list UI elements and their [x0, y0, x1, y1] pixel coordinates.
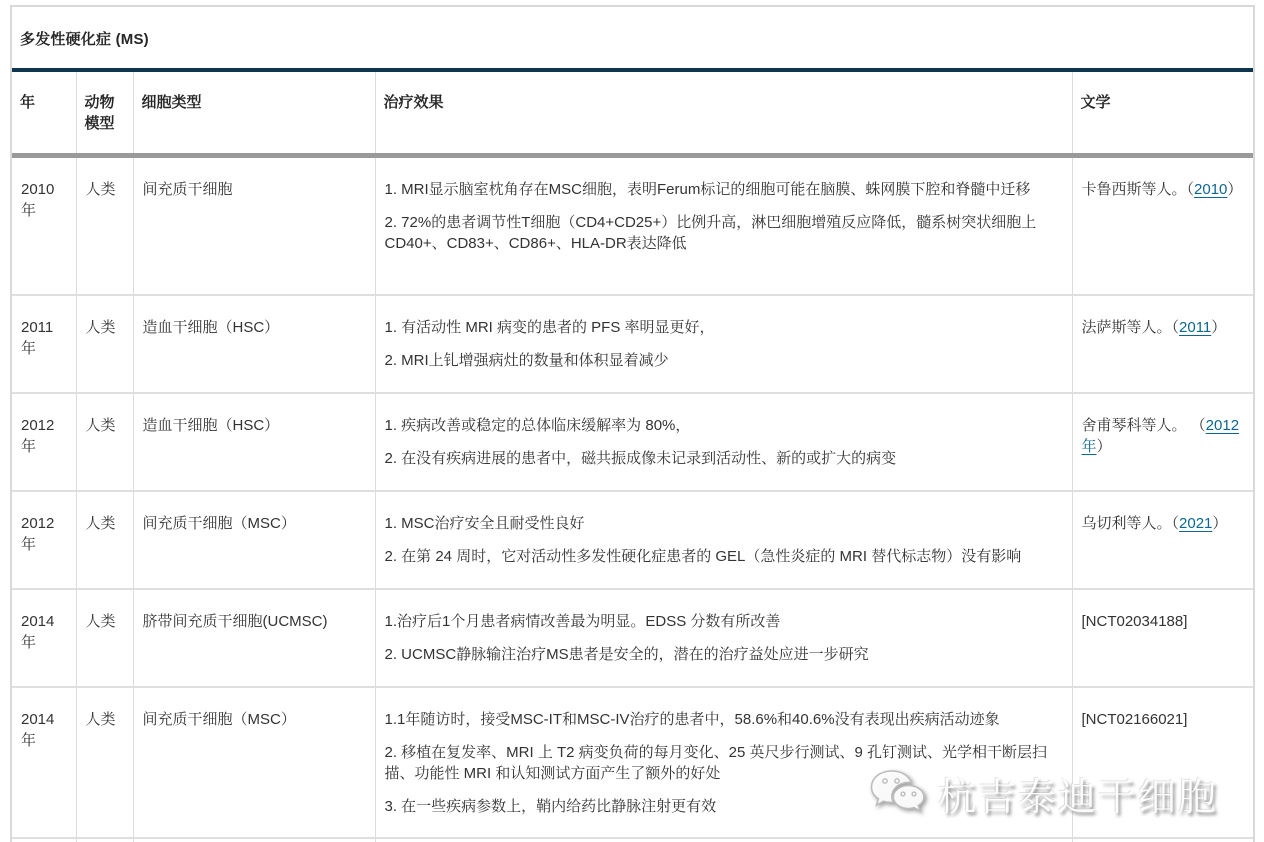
effect-cell [375, 158, 1072, 295]
literature-suffix: ） [1211, 319, 1227, 336]
effect-cell [375, 589, 1072, 687]
cell-type-cell: 间充质干细胞（MSC） [133, 491, 375, 589]
literature-cell [1072, 687, 1253, 838]
effect-item: 2. 在没有疾病进展的患者中，磁共振成像未记录到活动性、新的或扩大的病变 [384, 450, 897, 467]
effect-item: 1. MSC治疗安全且耐受性良好 [384, 515, 585, 532]
ms-table-panel [10, 5, 1255, 842]
watermark-text: 杭吉泰迪干细胞 [937, 777, 1218, 819]
table-row-partial [12, 838, 1253, 842]
header-row [12, 72, 1253, 153]
literature-trial-id: [NCT02166021] [1081, 711, 1188, 728]
literature-suffix: ） [1212, 515, 1228, 532]
literature-cell [1072, 158, 1253, 295]
effect-item: 1. 有活动性 MRI 病变的患者的 PFS 率明显更好， [384, 319, 715, 336]
literature-year-link[interactable]: 2012 年 [1081, 417, 1240, 455]
year-cell: 2012 年 [12, 393, 76, 491]
cell-type-cell: 脐带间充质干细胞(UCMSC) [133, 589, 375, 687]
effect-cell [375, 687, 1072, 838]
literature-author: 法萨斯等人。（ [1081, 319, 1180, 336]
effect-item: 3. 在一些疾病参数上，鞘内给药比静脉注射更有效 [384, 798, 717, 815]
literature-author: 舍甫琴科等人。 （ [1081, 417, 1206, 434]
animal-model-cell: 人类 [76, 491, 133, 589]
ms-table [12, 72, 1253, 153]
animal-model-cell: 人类 [76, 687, 133, 838]
literature-year-link[interactable]: 2010 [1194, 181, 1228, 198]
literature-year-link[interactable]: 2011 [1179, 319, 1212, 336]
animal-model-cell: 人类 [76, 589, 133, 687]
cell-type-cell: 间充质干细胞（MSC） [133, 687, 375, 838]
cell-type-cell: 造血干细胞（HSC） [133, 393, 375, 491]
effect-cell [375, 393, 1072, 491]
ms-table-body [12, 158, 1253, 842]
effect-item: 2. 在第 24 周时，它对活动性多发性硬化症患者的 GEL（急性炎症的 MRI 替代标志物）没有影响 [384, 548, 1022, 565]
table-row [12, 393, 1253, 491]
effect-cell [375, 491, 1072, 589]
literature-year-link[interactable]: 2021 [1179, 515, 1213, 532]
literature-author: 卡鲁西斯等人。（ [1081, 181, 1195, 198]
literature-cell [1072, 589, 1253, 687]
literature-suffix: ） [1096, 438, 1112, 455]
effect-item: 1. 疾病改善或稳定的总体临床缓解率为 80%， [384, 417, 691, 434]
year-cell: 2014 年 [12, 687, 76, 838]
effect-item: 2. 72%的患者调节性T细胞（CD4+CD25+）比例升高，淋巴细胞增殖反应降低，髓系树突状细胞上CD40+、CD83+、CD86+、HLA-DR表达降低 [384, 214, 1037, 252]
col-header-cell-type: 细胞类型 [133, 72, 375, 153]
literature-author: 乌切利等人。（ [1081, 515, 1180, 532]
col-header-year: 年 [20, 94, 36, 111]
animal-model-cell: 人类 [76, 295, 133, 393]
effect-item: 1.治疗后1个月患者病情改善最为明显。EDSS 分数有所改善 [384, 613, 781, 630]
year-cell: 2014 年 [12, 589, 76, 687]
year-cell: 2012 年 [12, 491, 76, 589]
col-header-literature: 文学 [1072, 72, 1253, 153]
animal-model-cell: 人类 [76, 158, 133, 295]
effect-item: 2. MRI上钆增强病灶的数量和体积显着减少 [384, 352, 669, 369]
literature-trial-id: [NCT02034188] [1081, 613, 1188, 630]
table-row [12, 589, 1253, 687]
year-cell: 2010 年 [12, 158, 76, 295]
effect-item: 1.1年随访时，接受MSC-IT和MSC-IV治疗的患者中，58.6%和40.6%没有表现出疾病活动迹象 [384, 711, 1000, 728]
table-row [12, 295, 1253, 393]
cell-type-cell: 造血干细胞（HSC） [133, 295, 375, 393]
table-row [12, 491, 1253, 589]
effect-item: 1. MRI显示脑室枕角存在MSC细胞，表明Ferum标记的细胞可能在脑膜、蛛网膜下腔和脊髓中迁移 [384, 181, 1031, 198]
effect-cell [375, 295, 1072, 393]
table-row [12, 687, 1253, 838]
animal-model-cell: 人类 [76, 393, 133, 491]
literature-cell [1072, 393, 1253, 491]
table-title: 多发性硬化症 (MS) [20, 31, 149, 48]
effect-item: 2. 移植在复发率、MRI 上 T2 病变负荷的每月变化、25 英尺步行测试、9 孔钉测试、光学相干断层扫描、功能性 MRI 和认知测试方面产生了额外的好处 [384, 744, 1048, 782]
year-cell: 2011 年 [12, 295, 76, 393]
literature-suffix: ） [1227, 181, 1243, 198]
cell-type-cell: 间充质干细胞 [133, 158, 375, 295]
literature-cell [1072, 295, 1253, 393]
literature-cell [1072, 491, 1253, 589]
col-header-effect: 治疗效果 [375, 72, 1072, 153]
effect-item: 2. UCMSC静脉输注治疗MS患者是安全的，潜在的治疗益处应进一步研究 [384, 646, 869, 663]
col-header-animal-model: 动物模型 [76, 72, 133, 153]
table-row [12, 158, 1253, 295]
